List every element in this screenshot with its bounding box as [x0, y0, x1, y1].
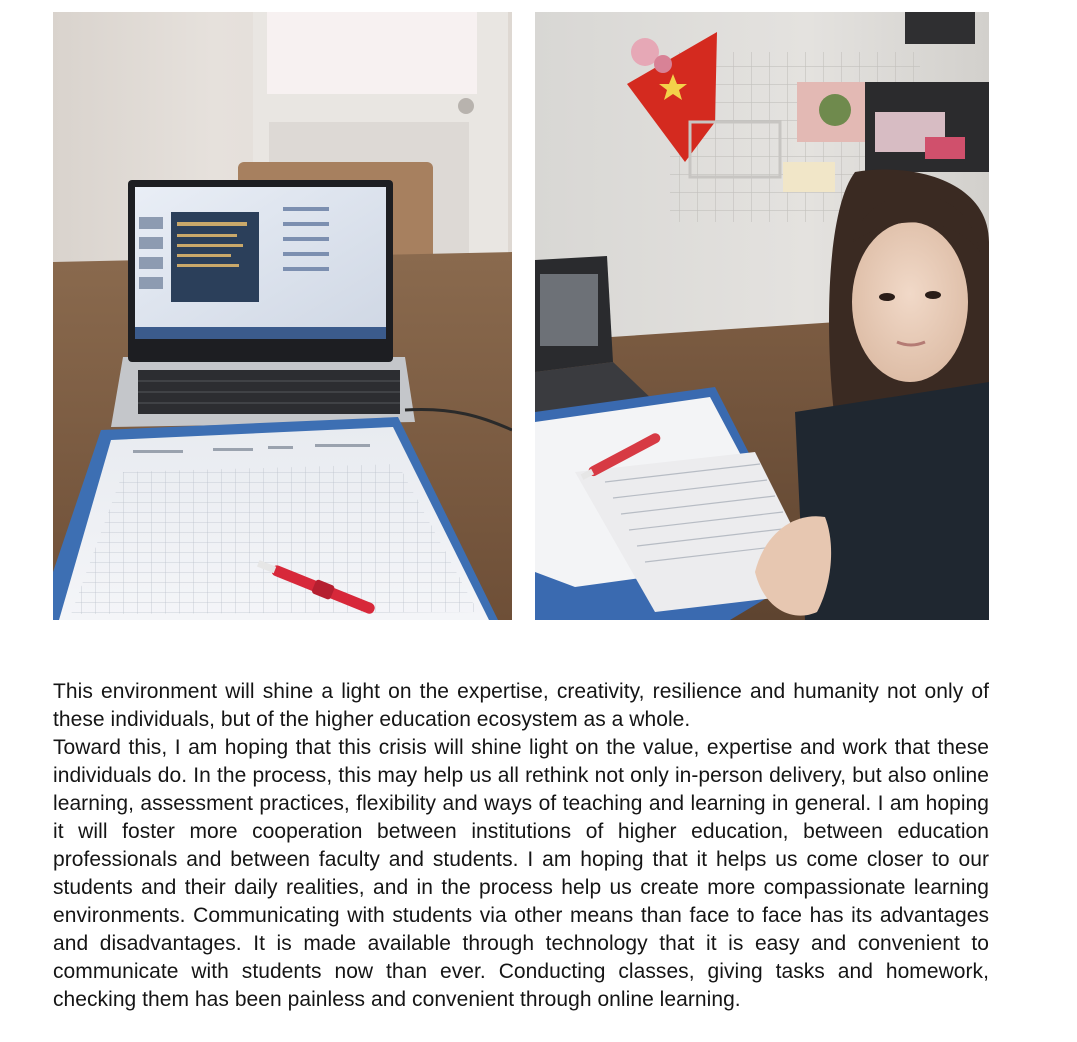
article-body [53, 678, 989, 1014]
photo-person-at-desk-icon [535, 12, 989, 620]
photo-desk-laptop-worksheet-icon [53, 12, 512, 620]
paragraph: Toward this, I am hoping that this crisis will shine light on the value, expertise and work that these individuals do. In the process, this may help us all rethink not only in-person delivery, but also online learning, assessment practices, flexibility and ways of teaching and learning in general. I am hoping it will foster more cooperation between institutions of higher education, between education professionals and between faculty and students. I am hoping that it helps us come closer to our students and their daily realities, and in the process help us create more compassionate learning environments. Communicating with students via other means than face to face has its advantages and disadvantages. It is made available through technology that it is easy and convenient to communicate with students now than ever. Conducting classes, giving tasks and homework, checking them has been painless and convenient through online learning. [53, 736, 989, 1011]
photo-laptop-desk [53, 12, 512, 620]
photo-person-at-desk [535, 12, 989, 620]
paragraph: This environment will shine a light on the expertise, creativity, resilience and humanity not only of these individuals, but of the higher education ecosystem as a whole. [53, 680, 989, 731]
